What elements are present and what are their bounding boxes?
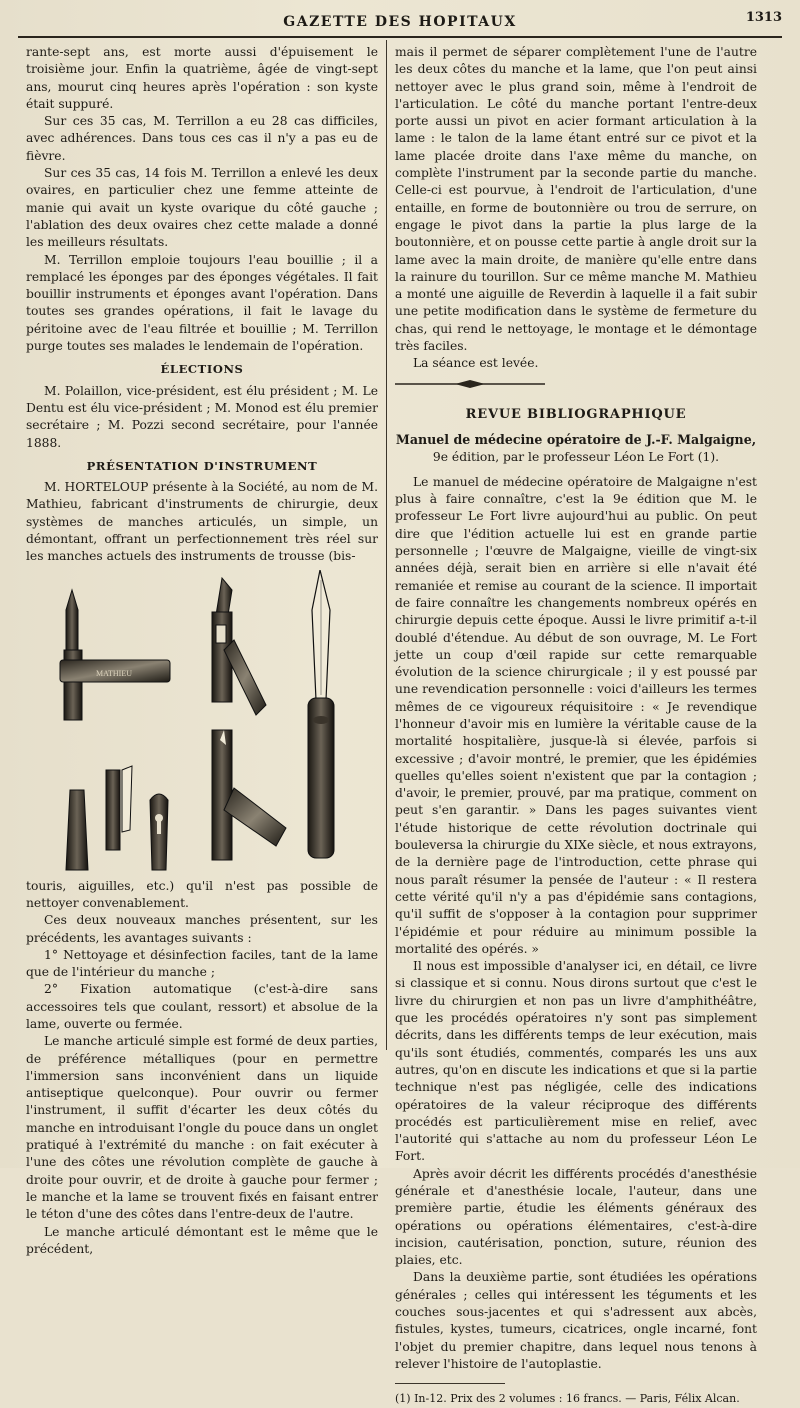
paragraph: 1° Nettoyage et désinfection faciles, tant de la lame que de l'intérieur du manche ; [26,947,378,980]
articulated-handle-simple [60,590,170,720]
paragraph: M. Terrillon emploie toujours l'eau bouillie ; il a remplacé les éponges par des éponges végétales. Il fait bouillir instruments et éponges avant l'opération. Dans toutes ses grandes opérations, il fait le lavage du péritoine avec de l'eau filtrée et bouillie ; M. Terrillon purge toutes ses malades le lendemain de l'opération. [26,252,378,354]
paragraph: mais il permet de séparer complètement l'une de l'autre les deux côtes du manche et la lame, que l'on peut ainsi nettoyer avec le plus grand soin, même à l'endroit de l'articulation. Le côté du manche portant l'entre-deux porte aussi un pivot en acier formant articulation à la lame : le talon de la lame étant entré sur ce pivot et la lame placée droite dans l'axe même du manche, on complète l'instrument par la seconde partie du manche. Celle-ci est pourvue, à l'endroit de l'articulation, d'une entaille, en forme de boutonnière ou trou de serrure, on engage le pivot dans la partie la plus large de la boutonnière, et on pousse cette partie à angle droit sur la lame avec la main droite, de manière qu'elle entre dans la rainure du tourillon. Sur ce même manche M. Mathieu a monté une aiguille de Reverdin à laquelle il a fait subir une petite modification dans le système de fermeture du chas, qui rend le nettoyage, le montage et le démontage très faciles. [395,45,757,354]
page-number: 1313 [745,10,782,25]
instrument-figure [26,570,378,874]
paragraph: M. Polaillon, vice-président, est élu président ; M. Le Dentu est élu vice-président ; M. Monod est élu premier secrétaire ; M. Pozzi second secrétaire, pour l'année 1888. [26,383,378,450]
section-heading-presentation: PRÉSENTATION D'INSTRUMENT [86,458,318,473]
scalpel [308,570,334,858]
paragraph: touris, aiguilles, etc.) qu'il n'est pas possible de nettoyer convenablement. [26,878,378,910]
left-column [26,44,378,1258]
paragraph: Le manche articulé simple est formé de deux parties, de préférence métalliques (pour en permettre l'immersion sans inconvénient dans un liquide antiseptique quelconque). Pour ouvrir ou fermer l'instrument, il suffit d'écarter les deux côtés du manche en introduisant l'ongle du pouce dans un onglet pratiqué à l'extrémité du manche : on fait exécuter à l'une des côtes une révolution complète de gauche à droite pour ouvrir, et de droite à gauche pour fermer ; le manche et la lame se trouvent fixés en faisant entrer le téton d'une des côtes dans l'entre-deux de l'autre. [26,1034,378,1222]
ornamental-rule [395,379,545,389]
book-subtitle: 9e édition, par le professeur Léon Le Fort (1). [432,449,720,464]
section-heading-elections: ÉLECTIONS [160,362,244,377]
paragraph: Le manche articulé démontant est le même que le précédent, [26,1224,378,1256]
footnote: (1) In-12. Prix des 2 volumes : 16 francs. — Paris, Félix Alcan. [395,1392,740,1406]
paragraph: Après avoir décrit les différents procédés d'anesthésie générale et d'anesthésie locale, l'auteur, dans une première partie, étudie les éléments généraux des opérations ou opérations élémentaires, c'est-à-dire incision, cautérisation, ponction, suture, réunion des plaies, etc. [395,1166,757,1268]
speaker-name: M. HORTELOUP [44,480,149,495]
paragraph: Sur ces 35 cas, 14 fois M. Terrillon a enlevé les deux ovaires, en particulier chez une femme atteinte de manie qui avait un kyste ovarique du côté gauche ; l'ablation des deux ovaires chez cette malade a donné les meilleurs résultats. [26,166,378,250]
paragraph: 2° Fixation automatique (c'est-à-dire sans accessoires tels que coulant, ressort) et absolue de la lame, ouverte ou fermée. [26,982,378,1031]
page-header [18,6,782,38]
right-column [395,44,757,1408]
paragraph: Sur ces 35 cas, M. Terrillon a eu 28 cas difficiles, avec adhérences. Dans tous ces cas il n'y a pas eu de fièvre. [26,114,378,163]
instrument-engraving [26,570,378,874]
column-divider [386,40,387,1050]
paragraph: M. HORTELOUP présente à la Société, au nom de M. Mathieu, fabricant d'instruments de chirurgie, deux systèmes de manches articulés, un simple, un démontant, offrant un perfectionnement très réel sur les manches actuels des instruments de trousse (bis- [26,480,378,564]
handle-parts [66,730,286,870]
articulated-handle-demontant [212,578,266,715]
paragraph: Dans la deuxième partie, sont étudiées les opérations générales ; celles qui intéressent les téguments et les couches sous-jacentes et qui s'adressent aux abcès, fistules, kystes, tumeurs, cicatrices, ongle incarné, font l'objet du premier chapitre, dans lequel nous tenons à relever l'histoire de l'autoplastie. [395,1270,757,1371]
book-title: Manuel de médecine opératoire de J.-F. Malgaigne, [395,432,757,448]
journal-title: GAZETTE DES HOPITAUX [283,14,517,30]
paragraph: Il nous est impossible d'analyser ici, en détail, ce livre si classique et si connu. Nous dirons surtout que c'est le livre du chirurgien et non pas un livre d'amphithéâtre, que les procédés opératoires n'y sont pas simplement décrits, dans les différents temps de leur exécution, mais qu'ils sont étudiés, commentés, comparés les uns aux autres, qu'on en discute les indications et que si la partie technique n'est pas négligée, celle des indications opératoires de la valeur réciproque des différents procédés est particulièrement mise en relief, avec l'autorité qui s'attache au nom du professeur Léon Le Fort. [395,959,757,1164]
paragraph: rante-sept ans, est morte aussi d'épuisement le troisième jour. Enfin la quatrième, âgée de vingt-sept ans, mourut cinq heures après l'opération : son kyste était suppuré. [26,45,378,111]
paragraph: Le manuel de médecine opératoire de Malgaigne n'est plus à faire connaître, c'est la 9e édition que M. le professeur Le Fort livre aujourd'hui au public. On peut dire que l'édition actuelle lui est en grande partie personnelle ; l'œuvre de Malgaigne, vieille de vingt-six années déjà, serait bien en arrière si elle n'avait été remaniée et remise au courant de la science. Il importait de faire connaître les changements nombreux opérés en chirurgie depuis cette époque. Aussi le livre primitif a-t-il doublé d'étendue. Au début de son ouvrage, M. Le Fort jette un coup d'œil rapide sur cette remarquable évolution de la science chirurgicale ; il y est poussé par une revendication personnelle : voici d'ailleurs les termes mêmes de ce vigoureux réquisitoire : « Je revendique l'honneur d'avoir mis en lumière la véritable cause de la mortalité hospitalière, jusque-là si élevée, parfois si excessive ; d'avoir montré, le premier, que les épidémies quelles qu'elles soient n'existent que par la contagion ; d'avoir, le premier, prouvé, par ma pratique, comment on peut s'en garantir. » Dans les pages suivantes vient l'étude historique de cette révolution doctrinale qui bouleversa la chirurgie du XIXe siècle, et nous extrayons, de la dernière page de l'introduction, cette phrase qui nous paraît résumer la pensée de l'auteur : « Il restera cette vérité qu'il n'y a pas d'épidémie sans contagions, qu'il suffit de s'opposer à la contagion pour supprimer l'épidémie et pour réduire au minimum possible la mortalité des opérés. » [395,474,757,956]
footnote-rule [395,1383,505,1384]
session-close: La séance est levée. [413,356,539,371]
section-heading-revue: REVUE BIBLIOGRAPHIQUE [465,406,687,422]
maker-mark: MATHIEU [96,668,132,678]
paragraph: Ces deux nouveaux manches présentent, sur les précédents, les avantages suivants : [26,913,378,945]
